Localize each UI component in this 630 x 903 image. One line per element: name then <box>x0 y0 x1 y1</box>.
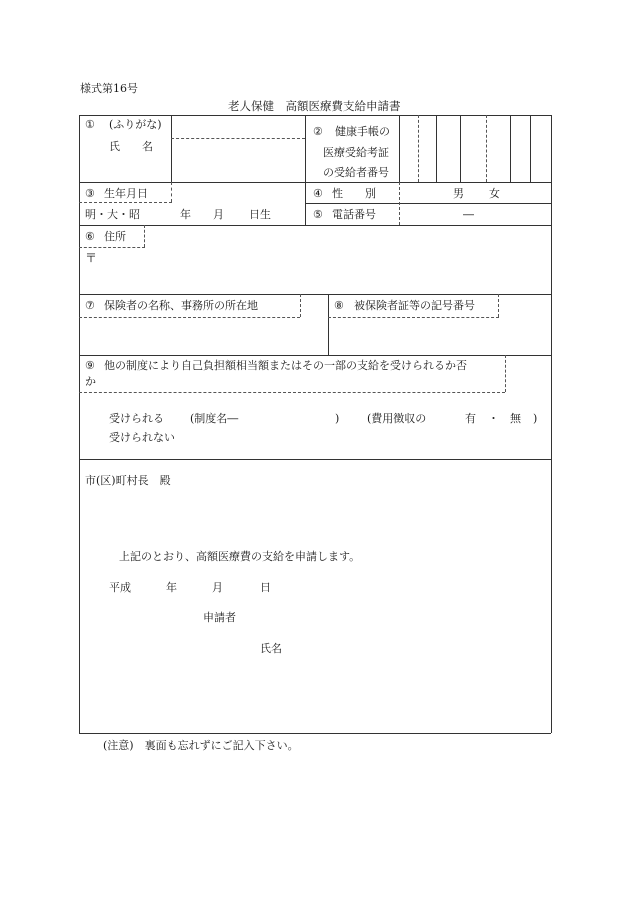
s6-num: ⑥ <box>85 230 95 243</box>
phone-dash: ― <box>463 208 474 221</box>
note: (注意) 裏面も忘れずにご記入下さい。 <box>103 739 299 752</box>
system-name-close: ) <box>335 412 340 425</box>
applicant-name-label: 氏名 <box>260 642 282 655</box>
furigana-label: (ふりがな) <box>109 118 162 131</box>
s3-num: ③ <box>85 187 95 200</box>
birth-year: 年 <box>180 208 191 221</box>
fee-no: 無 <box>510 412 521 425</box>
birth-day: 日生 <box>249 208 271 221</box>
date-era: 平成 <box>109 581 131 594</box>
s2-num: ② <box>313 125 323 138</box>
fee-collection-label: (費用徴収の <box>367 412 427 425</box>
fee-separator: ・ <box>488 412 499 425</box>
insured-number-label: 被保険者証等の記号番号 <box>354 299 475 312</box>
system-name-label: (制度名― <box>190 412 239 425</box>
fee-yes: 有 <box>465 412 476 425</box>
receivable-option: 受けられる <box>109 412 164 425</box>
s9-question-line2: か <box>85 375 96 388</box>
s1-num: ① <box>85 118 95 131</box>
fee-close: ) <box>533 412 538 425</box>
addressee: 市(区)町村長 殿 <box>85 474 171 487</box>
birth-month: 月 <box>213 208 224 221</box>
insurer-label: 保険者の名称、事務所の所在地 <box>104 299 258 312</box>
date-month: 月 <box>212 581 223 594</box>
date-day: 日 <box>260 581 271 594</box>
era-options: 明・大・昭 <box>85 208 140 221</box>
s7-num: ⑦ <box>85 299 95 312</box>
s8-num: ⑧ <box>334 299 344 312</box>
address-label: 住所 <box>104 230 126 243</box>
name-label: 氏 名 <box>109 140 153 153</box>
s9-num: ⑨ <box>85 359 95 372</box>
sex-female: 女 <box>489 187 500 200</box>
birthdate-label: 生年月日 <box>104 187 148 200</box>
form-title: 老人保健 高額医療費支給申請書 <box>228 99 401 113</box>
s2-line3: の受給者番号 <box>323 166 389 179</box>
sex-label: 性 別 <box>332 187 376 200</box>
postal-mark: 〒 <box>85 251 98 265</box>
application-statement: 上記のとおり、高額医療費の支給を申請します。 <box>119 550 361 563</box>
s2-line2: 医療受給考証 <box>323 146 389 159</box>
sex-male: 男 <box>453 187 464 200</box>
s9-question-line1: 他の制度により自己負担額相当額またはその一部の支給を受けられるか否 <box>104 359 467 372</box>
form-number: 様式第16号 <box>80 82 138 95</box>
not-receivable-option: 受けられない <box>109 431 175 444</box>
date-year: 年 <box>166 581 177 594</box>
phone-label: 電話番号 <box>332 208 376 221</box>
s4-num: ④ <box>313 187 323 200</box>
s2-line1: 健康手帳の <box>335 125 390 138</box>
s5-num: ⑤ <box>313 208 323 221</box>
applicant-label: 申請者 <box>203 611 236 624</box>
